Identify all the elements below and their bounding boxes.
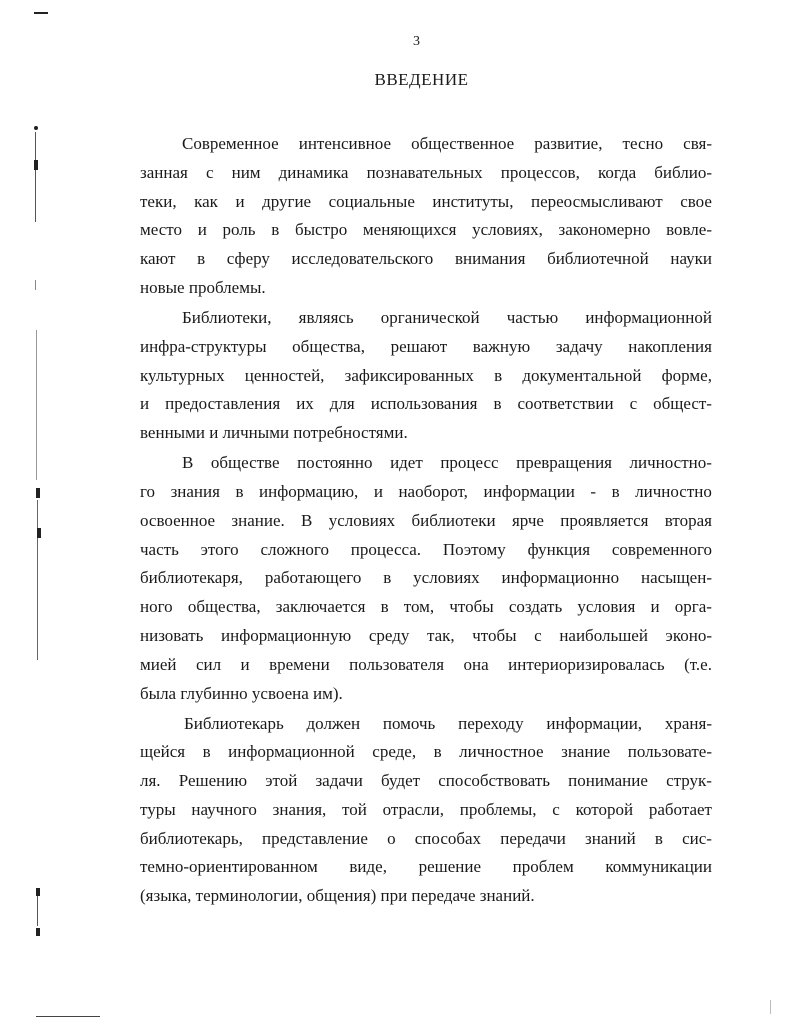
- word: в: [654, 828, 663, 848]
- text-line: [140, 593, 712, 622]
- word: орга-: [674, 597, 712, 617]
- scan-artifact: [34, 160, 38, 170]
- word: этой: [265, 771, 298, 791]
- word: среду: [368, 625, 410, 645]
- text-line: новые проблемы.: [140, 277, 266, 297]
- word: использования: [370, 394, 478, 414]
- word: проблем: [512, 857, 574, 877]
- word: чтобы: [472, 625, 517, 645]
- text-line: венными и личными потребностями.: [140, 423, 408, 443]
- word: отрасли,: [382, 799, 444, 819]
- word: в: [235, 481, 244, 501]
- word: коммуникации: [605, 857, 712, 877]
- word: накопления: [628, 336, 712, 356]
- word: мией: [140, 654, 177, 674]
- text-line: [140, 651, 712, 680]
- text-line: [140, 796, 712, 825]
- word: библиотекаря,: [140, 568, 243, 588]
- word: в: [202, 742, 211, 762]
- word: ного: [140, 597, 173, 617]
- word: эконо-: [665, 625, 712, 645]
- word: переосмысливают: [530, 191, 663, 211]
- word: -: [590, 481, 597, 501]
- word: способствовать: [438, 771, 551, 791]
- word: предоставления: [165, 394, 281, 414]
- word: струк-: [666, 771, 712, 791]
- word: передачи: [500, 828, 566, 848]
- word: и: [240, 654, 250, 674]
- text-line: [140, 853, 712, 882]
- text-line: [140, 245, 712, 274]
- word: частью: [506, 307, 559, 327]
- word: понимание: [568, 771, 648, 791]
- word: занная: [140, 162, 188, 182]
- word: условиях,: [472, 220, 543, 240]
- word: познавательных: [366, 162, 483, 182]
- word: личностное: [459, 742, 544, 762]
- word: процесса.: [350, 539, 422, 559]
- word: сис-: [682, 828, 712, 848]
- word: заключается: [275, 597, 366, 617]
- scan-artifact: [34, 126, 38, 130]
- scan-artifact: [36, 888, 40, 896]
- word: их: [296, 394, 314, 414]
- word: общества,: [187, 597, 261, 617]
- word: так,: [426, 625, 455, 645]
- word: как: [194, 191, 218, 211]
- word: свя-: [683, 134, 712, 153]
- word: помочь: [382, 713, 436, 733]
- word: работает: [648, 799, 712, 819]
- word: личностно-: [629, 453, 712, 473]
- word: проявляется: [560, 510, 649, 530]
- word: Библиотекарь: [184, 713, 284, 733]
- word: общества,: [292, 336, 365, 356]
- word: свое: [680, 191, 712, 211]
- text-line: была глубинно усвоена им).: [140, 683, 343, 703]
- word: научного: [191, 799, 257, 819]
- word: процесс: [440, 453, 499, 473]
- text-line: [140, 478, 712, 507]
- word: с: [205, 162, 214, 182]
- word: создать: [508, 597, 563, 617]
- word: являясь: [298, 307, 354, 327]
- word: задачи: [315, 771, 363, 791]
- word: представление: [262, 828, 368, 848]
- text-line: [140, 159, 712, 188]
- word: инфра-структуры: [140, 336, 267, 356]
- word: туры: [140, 799, 176, 819]
- word: знание: [561, 742, 611, 762]
- word: с: [629, 394, 638, 414]
- word: меняющихся: [362, 220, 457, 240]
- word: важную: [472, 336, 531, 356]
- paragraph: [140, 130, 712, 303]
- word: обществе: [210, 453, 280, 473]
- word: информационной: [585, 307, 712, 327]
- word: той: [342, 799, 367, 819]
- word: с: [552, 799, 560, 819]
- text-line: [140, 622, 712, 651]
- paragraph: [140, 304, 712, 448]
- word: храня-: [664, 713, 712, 733]
- word: культурных: [140, 365, 225, 385]
- word: информационно: [501, 568, 620, 588]
- scan-artifact: [37, 500, 38, 660]
- word: часть: [140, 539, 179, 559]
- word: библиотечной: [547, 249, 649, 269]
- word: условиях: [413, 568, 480, 588]
- word: превращения: [516, 453, 612, 473]
- word: наоборот,: [398, 481, 468, 501]
- text-line: [140, 449, 712, 478]
- word: чтобы: [449, 597, 494, 617]
- word: условия: [577, 597, 636, 617]
- word: теки,: [140, 191, 177, 211]
- word: роль: [222, 220, 256, 240]
- word: форме,: [661, 365, 712, 385]
- text-line: [140, 825, 712, 854]
- word: интенсивное: [298, 134, 392, 153]
- word: зафиксированных: [344, 365, 474, 385]
- word: науки: [670, 249, 712, 269]
- word: в: [383, 568, 392, 588]
- word: в: [271, 220, 280, 240]
- word: сложного: [260, 539, 329, 559]
- word: информации,: [546, 713, 643, 733]
- text-line: [140, 362, 712, 391]
- word: задачу: [555, 336, 603, 356]
- word: способах: [414, 828, 482, 848]
- word: идет: [390, 453, 423, 473]
- word: процессов,: [500, 162, 580, 182]
- word: должен: [306, 713, 361, 733]
- word: проблемы,: [459, 799, 537, 819]
- word: документальной: [522, 365, 642, 385]
- word: в: [380, 597, 389, 617]
- word: соответствии: [517, 394, 614, 414]
- word: органической: [380, 307, 480, 327]
- word: в: [493, 394, 502, 414]
- text-line: [140, 130, 712, 159]
- word: го: [140, 481, 156, 501]
- text-line: [140, 333, 712, 362]
- word: личностно: [635, 481, 712, 501]
- word: информационной: [228, 742, 355, 762]
- text-line: [140, 767, 712, 796]
- word: и: [197, 220, 207, 240]
- word: и: [140, 394, 150, 414]
- word: времени: [269, 654, 330, 674]
- word: сил: [195, 654, 222, 674]
- word: ним: [231, 162, 261, 182]
- word: пользователя: [349, 654, 445, 674]
- word: условиях: [328, 510, 396, 530]
- word: решают: [390, 336, 448, 356]
- word: щейся: [140, 742, 186, 762]
- word: Решению: [178, 771, 248, 791]
- word: знаний: [585, 828, 636, 848]
- word: среде,: [372, 742, 417, 762]
- word: для: [329, 394, 355, 414]
- word: том,: [403, 597, 435, 617]
- word: общест-: [653, 394, 712, 414]
- page-title: ВВЕДЕНИЕ: [374, 70, 469, 89]
- word: в: [433, 742, 442, 762]
- word: пользовате-: [627, 742, 712, 762]
- word: наибольшей: [559, 625, 648, 645]
- word: информационную: [221, 625, 352, 645]
- text-line: [140, 507, 712, 536]
- word: библиотеки: [411, 510, 496, 530]
- word: виде,: [349, 857, 387, 877]
- scan-artifact: [36, 330, 37, 480]
- word: в: [197, 249, 206, 269]
- word: с: [534, 625, 542, 645]
- word: закономерно: [558, 220, 651, 240]
- word: исследовательского: [291, 249, 434, 269]
- word: библиотекарь,: [140, 828, 243, 848]
- word: быстро: [294, 220, 348, 240]
- scan-artifact: [36, 928, 40, 936]
- word: ля.: [140, 771, 161, 791]
- word: когда: [597, 162, 637, 182]
- word: которой: [575, 799, 634, 819]
- scan-artifact: [35, 132, 36, 222]
- text-line: [140, 536, 712, 565]
- word: В: [182, 453, 194, 473]
- word: знание.: [231, 510, 285, 530]
- page-number: 3: [413, 34, 420, 49]
- word: информации: [483, 481, 575, 501]
- scan-artifact: [34, 12, 48, 14]
- text-line: [140, 304, 712, 333]
- word: библио-: [654, 162, 712, 182]
- word: динамика: [278, 162, 349, 182]
- scan-artifact: [770, 1000, 771, 1014]
- word: знания,: [272, 799, 327, 819]
- word: социальные: [328, 191, 415, 211]
- word: знания: [170, 481, 220, 501]
- text-line: [140, 738, 712, 767]
- word: насыщен-: [640, 568, 712, 588]
- word: в: [611, 481, 620, 501]
- word: темно-ориентированном: [140, 857, 318, 877]
- word: интериоризировалась: [508, 654, 665, 674]
- text-line: [140, 390, 712, 419]
- text-line: [140, 188, 712, 217]
- word: ценностей,: [244, 365, 325, 385]
- word: функция: [527, 539, 591, 559]
- scan-artifact: [37, 896, 38, 926]
- text-line: [140, 564, 712, 593]
- text-line: [140, 710, 712, 739]
- word: о: [387, 828, 396, 848]
- word: ярче: [511, 510, 544, 530]
- word: Поэтому: [442, 539, 506, 559]
- word: (т.е.: [684, 654, 712, 674]
- word: и: [373, 481, 383, 501]
- word: работающего: [264, 568, 362, 588]
- scan-artifact: [37, 528, 41, 538]
- paragraph: [140, 710, 712, 912]
- word: будет: [381, 771, 421, 791]
- word: освоенное: [140, 510, 216, 530]
- word: другие: [262, 191, 312, 211]
- word: этого: [200, 539, 239, 559]
- word: Современное: [182, 134, 279, 153]
- scan-artifact: [36, 1016, 100, 1017]
- word: В: [301, 510, 313, 530]
- word: решение: [418, 857, 481, 877]
- word: общественное: [411, 134, 515, 153]
- word: вовле-: [666, 220, 712, 240]
- text-line: (языка, терминологии, общения) при передаче знаний.: [140, 886, 535, 906]
- scan-artifact: [35, 280, 36, 290]
- word: современного: [611, 539, 712, 559]
- word: информацию,: [259, 481, 359, 501]
- word: вторая: [664, 510, 712, 530]
- word: и: [650, 597, 660, 617]
- text-line: [140, 216, 712, 245]
- word: Библиотеки,: [182, 307, 272, 327]
- scan-artifact: [36, 488, 40, 498]
- paragraph: [140, 449, 712, 708]
- word: институты,: [432, 191, 514, 211]
- word: она: [463, 654, 489, 674]
- word: сферу: [226, 249, 270, 269]
- body-text: [140, 130, 712, 911]
- word: в: [494, 365, 503, 385]
- word: постоянно: [297, 453, 373, 473]
- word: и: [235, 191, 245, 211]
- word: переходу: [458, 713, 524, 733]
- word: развитие,: [534, 134, 603, 153]
- word: тесно: [622, 134, 664, 153]
- word: место: [140, 220, 182, 240]
- word: низовать: [140, 625, 204, 645]
- word: внимания: [454, 249, 526, 269]
- word: кают: [140, 249, 176, 269]
